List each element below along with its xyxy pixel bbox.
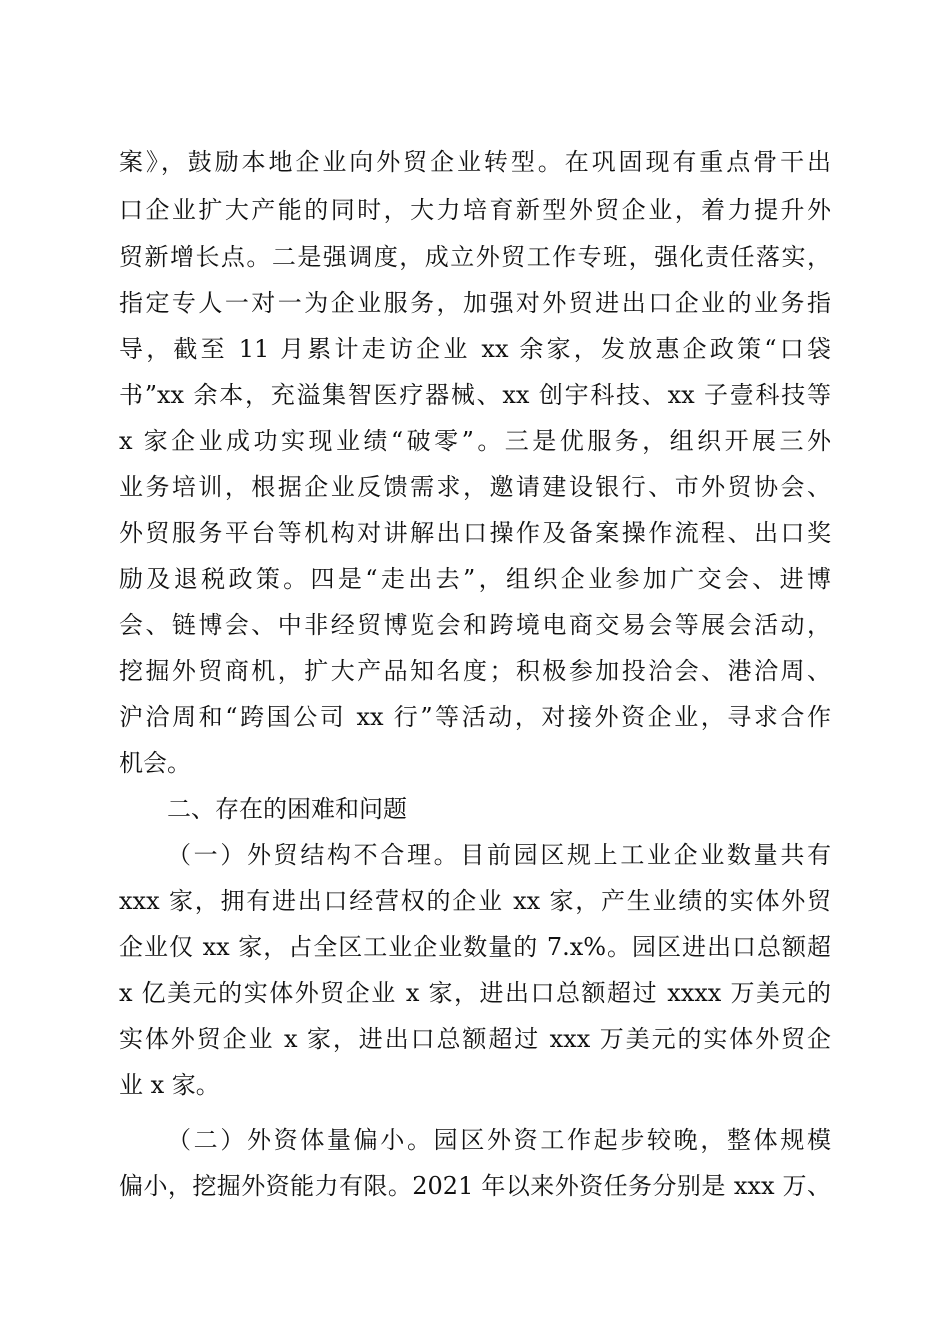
paragraph-line: 业 x 家。: [119, 1071, 220, 1099]
paragraph-line: （一）外贸结构不合理。目前园区规上工业企业数量共有: [167, 841, 831, 869]
paragraph-line: 企业仅 xx 家，占全区工业企业数量的 7.x%。园区进出口总额超: [119, 933, 831, 961]
paragraph-line: （二）外资体量偏小。园区外资工作起步较晚，整体规模: [167, 1126, 831, 1154]
paragraph-line: 口企业扩大产能的同时，大力培育新型外贸企业，着力提升外: [119, 196, 831, 224]
paragraph-line: 会、链博会、中非经贸博览会和跨境电商交易会等展会活动，: [119, 611, 831, 639]
paragraph-line: x 家企业成功实现业绩“破零”。三是优服务，组织开展三外: [119, 427, 831, 455]
paragraph-line: 实体外贸企业 x 家，进出口总额超过 xxx 万美元的实体外贸企: [119, 1025, 831, 1053]
section-heading: 二、存在的困难和问题: [167, 795, 407, 823]
paragraph-line: 指定专人一对一为企业服务，加强对外贸进出口企业的业务指: [119, 289, 831, 317]
paragraph-line: 书”xx 余本，充溢集智医疗器械、xx 创宇科技、xx 子壹科技等: [119, 381, 831, 409]
paragraph-line: xxx 家，拥有进出口经营权的企业 xx 家，产生业绩的实体外贸: [119, 887, 831, 915]
paragraph-line: 挖掘外贸商机，扩大产品知名度；积极参加投洽会、港洽周、: [119, 657, 831, 685]
paragraph-line: 机会。: [119, 749, 191, 777]
paragraph-line: 贸新增长点。二是强调度，成立外贸工作专班，强化责任落实，: [119, 243, 831, 271]
paragraph-line: 偏小，挖掘外资能力有限。2021 年以来外资任务分别是 xxx 万、: [119, 1172, 831, 1200]
paragraph-line: 业务培训，根据企业反馈需求，邀请建设银行、市外贸协会、: [119, 473, 831, 501]
paragraph-line: 案》，鼓励本地企业向外贸企业转型。在巩固现有重点骨干出: [119, 148, 831, 176]
paragraph-line: x 亿美元的实体外贸企业 x 家，进出口总额超过 xxxx 万美元的: [119, 979, 831, 1007]
paragraph-line: 外贸服务平台等机构对讲解出口操作及备案操作流程、出口奖: [119, 519, 831, 547]
paragraph-line: 励及退税政策。四是“走出去”，组织企业参加广交会、进博: [119, 565, 831, 593]
paragraph-line: 导，截至 11 月累计走访企业 xx 余家，发放惠企政策“口袋: [119, 335, 831, 363]
paragraph-line: 沪洽周和“跨国公司 xx 行”等活动，对接外资企业，寻求合作: [119, 703, 831, 731]
